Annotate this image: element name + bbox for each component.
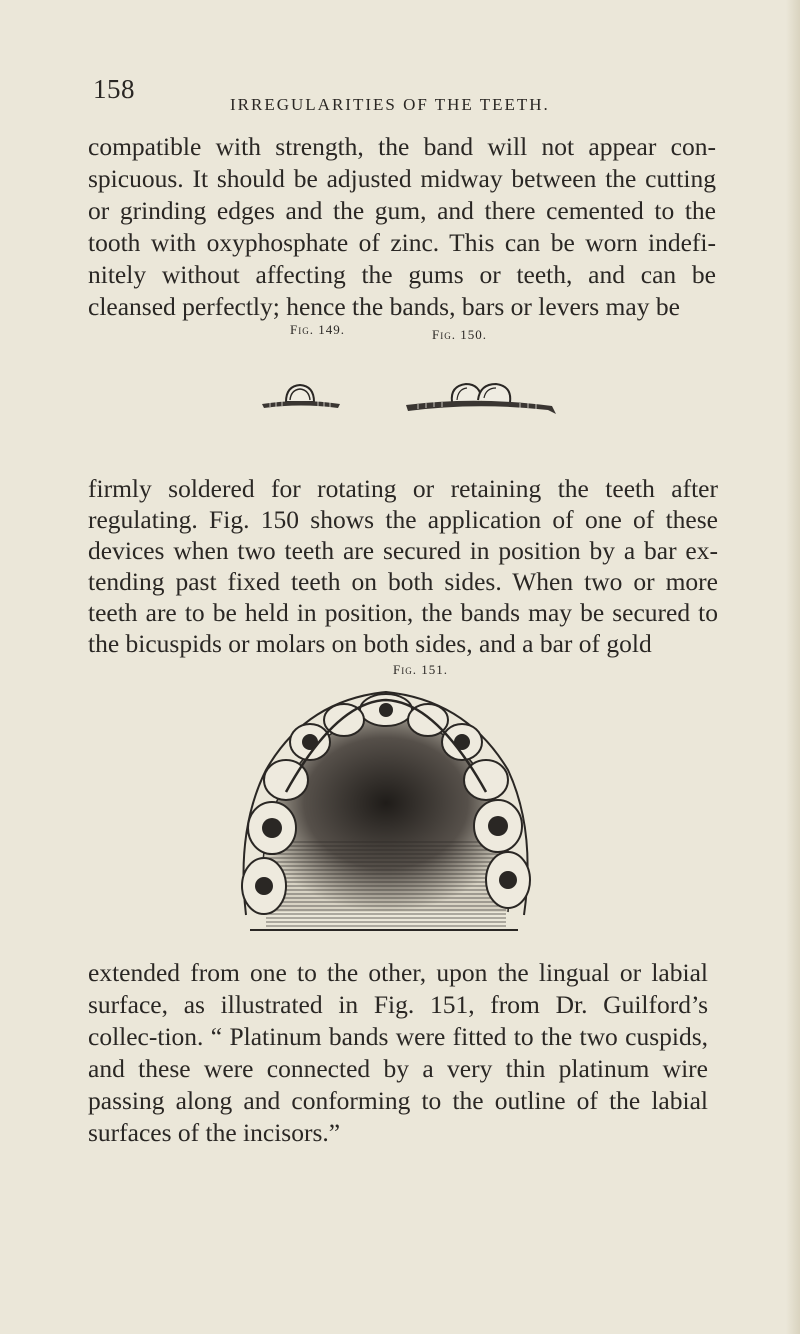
running-head: IRREGULARITIES OF THE TEETH. [230, 95, 550, 114]
fig-149-caption: Fig. 149. [290, 322, 345, 337]
fig-150-caption: Fig. 150. [432, 327, 487, 342]
paragraph-bottom: extended from one to the other, upon the lingual or labial surface, as illustrated in Fig. 151, from Dr. Guilford’s collec-tion. “ Platinum bands were fitted to the two cuspids, and these were connected by a very thin platinum wire passing along and conforming to the outline of the labial surfaces of the incisors.” [88, 958, 708, 1147]
fig-151-caption: Fig. 151. [393, 662, 448, 677]
paragraph-middle: firmly soldered for rotating or retaining the teeth after regulating. Fig. 150 shows the application of one of these devices when two teeth are secured in position by a bar ex-tending past fixed teeth on both sides. When two or more teeth are to be held in position, the bands may be secured to the bicuspids or molars on both sides, and a bar of gold [88, 474, 718, 658]
page-edge-shadow [786, 0, 800, 1334]
fig-151-dental-arch-illustration [226, 680, 544, 940]
fig-150-band-illustration [392, 380, 560, 416]
paragraph-top: compatible with strength, the band will not appear con-spicuous. It should be adjusted midway between the cutting or grinding edges and the gum, and there cemented to the tooth with oxyphosphate of zinc. This can be worn indefi-nitely without affecting the gums or teeth, and can be cleansed perfectly; hence the bands, bars or levers may be [88, 132, 716, 321]
fig-149-band-illustration [258, 380, 344, 410]
page-number: 158 [93, 74, 135, 104]
